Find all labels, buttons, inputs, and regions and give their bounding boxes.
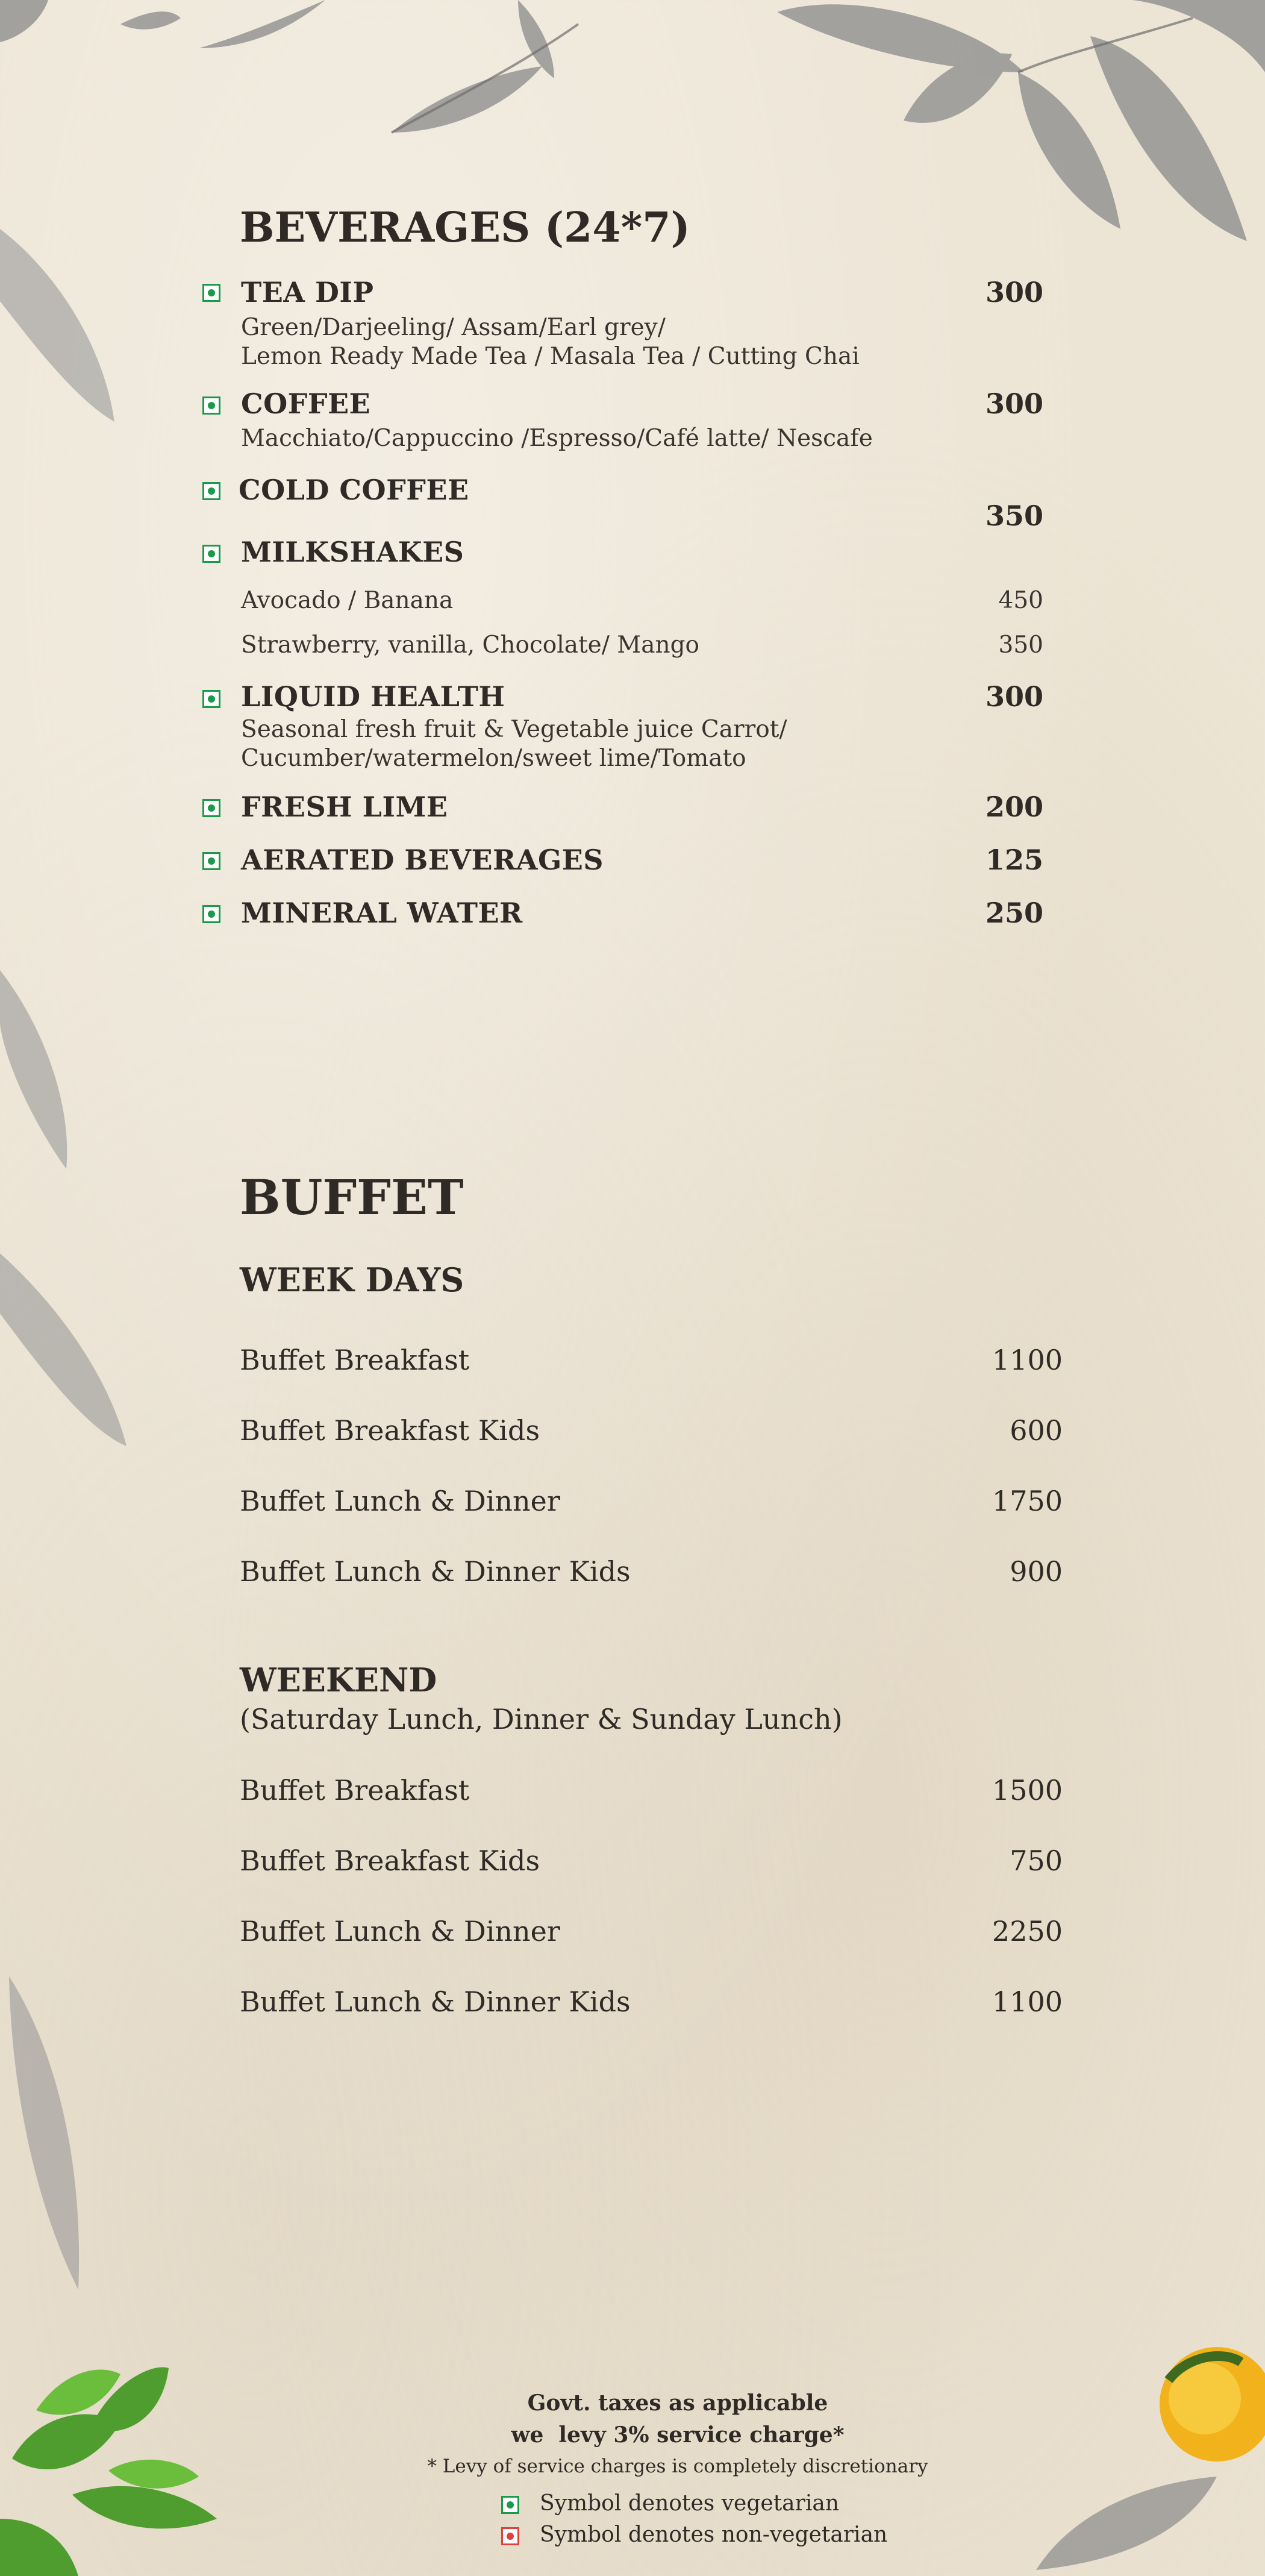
item-price-tea-dip: 300 [985, 276, 1043, 309]
item-desc-liquid-health-2: Cucumber/watermelon/sweet lime/Tomato [241, 745, 746, 772]
yellow-pepper-icon [1024, 2332, 1265, 2576]
weekday-buffet-price: 600 [1010, 1414, 1063, 1447]
weekdays-title: WEEK DAYS [240, 1261, 464, 1299]
item-price-cold-coffee: 350 [985, 500, 1043, 532]
item-desc-tea-dip-2: Lemon Ready Made Tea / Masala Tea / Cutting Chai [241, 343, 860, 370]
item-price-mineral-water: 250 [985, 897, 1043, 929]
weekend-buffet-name: Buffet Breakfast Kids [240, 1844, 540, 1877]
veg-symbol-icon [202, 905, 220, 923]
item-desc-coffee: Macchiato/Cappuccino /Espresso/Café latte/ Nescafe [241, 425, 873, 452]
footer-taxes: Govt. taxes as applicable [527, 2390, 828, 2416]
item-desc-liquid-health-1: Seasonal fresh fruit & Vegetable juice Carrot/ [241, 716, 787, 743]
weekend-buffet-name: Buffet Lunch & Dinner [240, 1915, 560, 1948]
item-price-coffee: 300 [985, 387, 1043, 420]
milkshake-sub-price: 450 [998, 587, 1043, 614]
item-name-aerated-beverages: AERATED BEVERAGES [241, 844, 604, 876]
item-price-liquid-health: 300 [985, 680, 1043, 713]
footer-levy-note: * Levy of service charges is completely discretionary [427, 2455, 928, 2477]
milkshake-sub-item: Strawberry, vanilla, Chocolate/ Mango [241, 631, 700, 659]
nonveg-symbol-icon [501, 2527, 519, 2545]
milkshake-sub-item: Avocado / Banana [241, 587, 454, 614]
veg-symbol-icon [202, 482, 220, 500]
weekday-buffet-name: Buffet Lunch & Dinner Kids [240, 1555, 631, 1588]
buffet-title: BUFFET [240, 1169, 464, 1226]
veg-symbol-icon [202, 284, 220, 302]
veg-legend-text: Symbol denotes vegetarian [540, 2491, 840, 2516]
weekday-buffet-price: 1100 [992, 1344, 1063, 1376]
veg-symbol-icon [501, 2496, 519, 2514]
veg-symbol-icon [202, 852, 220, 870]
weekday-buffet-name: Buffet Lunch & Dinner [240, 1485, 560, 1517]
weekday-buffet-name: Buffet Breakfast [240, 1344, 470, 1376]
veg-symbol-icon [202, 690, 220, 708]
weekend-buffet-price: 1100 [992, 1985, 1063, 2018]
item-name-fresh-lime: FRESH LIME [241, 791, 448, 823]
weekend-buffet-price: 1500 [992, 1774, 1063, 1807]
weekend-title: WEEKEND [240, 1661, 437, 1699]
item-name-mineral-water: MINERAL WATER [241, 897, 523, 929]
item-name-liquid-health: LIQUID HEALTH [241, 680, 505, 713]
item-name-tea-dip: TEA DIP [241, 276, 374, 309]
beverages-title: BEVERAGES (24*7) [240, 204, 690, 252]
weekend-buffet-price: 750 [1010, 1844, 1063, 1877]
milkshake-sub-price: 350 [998, 631, 1043, 659]
item-price-fresh-lime: 200 [985, 791, 1043, 823]
weekday-buffet-price: 900 [1010, 1555, 1063, 1588]
item-desc-tea-dip-1: Green/Darjeeling/ Assam/Earl grey/ [241, 314, 666, 341]
item-name-milkshakes: MILKSHAKES [241, 536, 464, 568]
weekday-buffet-name: Buffet Breakfast Kids [240, 1414, 540, 1447]
veg-symbol-icon [202, 545, 220, 563]
footer-service-charge: we levy 3% service charge* [511, 2422, 845, 2448]
nonveg-legend-text: Symbol denotes non-vegetarian [540, 2522, 888, 2547]
weekday-buffet-price: 1750 [992, 1485, 1063, 1517]
left-leaves-decoration [0, 229, 145, 2308]
veg-symbol-icon [202, 396, 220, 415]
weekend-buffet-price: 2250 [992, 1915, 1063, 1948]
item-price-aerated-beverages: 125 [985, 844, 1043, 876]
item-name-cold-coffee: COLD COFFEE [239, 474, 469, 506]
weekend-buffet-name: Buffet Lunch & Dinner Kids [240, 1985, 631, 2018]
veg-symbol-icon [202, 799, 220, 817]
weekend-subtitle: (Saturday Lunch, Dinner & Sunday Lunch) [240, 1703, 843, 1735]
weekend-buffet-name: Buffet Breakfast [240, 1774, 470, 1807]
item-name-coffee: COFFEE [241, 387, 371, 420]
